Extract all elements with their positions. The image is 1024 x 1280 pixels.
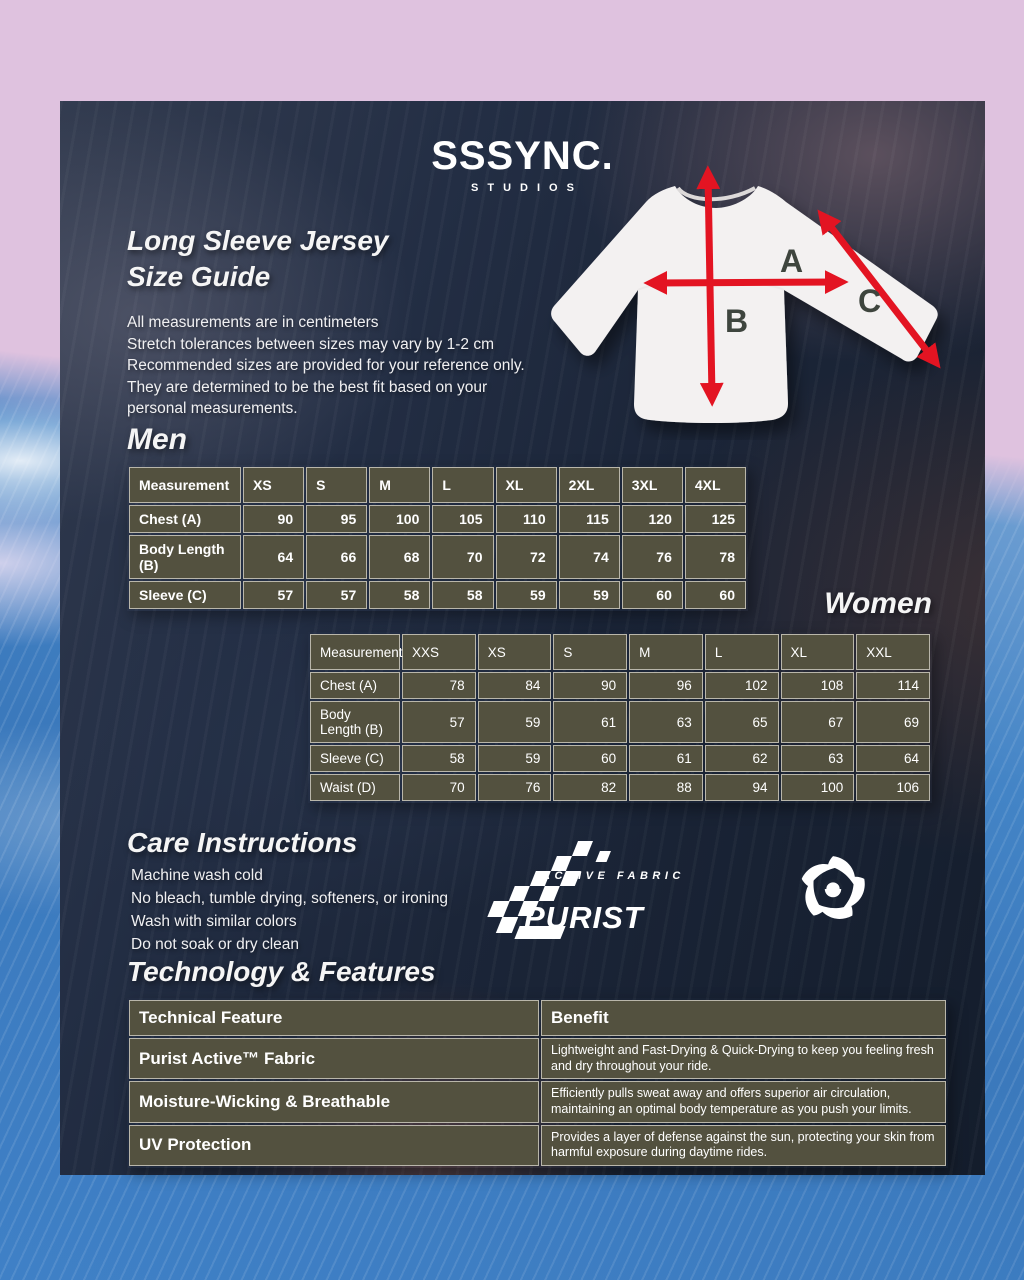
value-cell: 69: [856, 701, 930, 743]
value-cell: 94: [705, 774, 779, 801]
value-cell: 59: [478, 701, 552, 743]
table-row: [129, 505, 746, 533]
row-label-cell: Chest (A): [310, 672, 400, 699]
tech-features-table: [127, 998, 948, 1168]
table: [127, 998, 948, 1168]
value-cell: 65: [705, 701, 779, 743]
value-cell: 120: [622, 505, 683, 533]
table-row: [310, 672, 930, 699]
value-cell: 76: [478, 774, 552, 801]
page-title-line2: Size Guide: [127, 261, 271, 292]
table-row: [310, 774, 930, 801]
care-heading: Care Instructions: [127, 827, 358, 858]
intro-line: They are determined to be the best fit based on your: [127, 378, 488, 396]
feature-header-cell: Technical Feature: [129, 1000, 539, 1036]
value-cell: 90: [553, 672, 627, 699]
value-cell: 100: [781, 774, 855, 801]
value-cell: 108: [781, 672, 855, 699]
value-cell: 60: [622, 581, 683, 609]
size-header-cell: XS: [478, 634, 552, 670]
intro-line: Stretch tolerances between sizes may vary by 1-2 cm: [127, 335, 494, 353]
size-header-cell: XL: [496, 467, 557, 503]
value-cell: 100: [369, 505, 430, 533]
value-cell: 90: [243, 505, 304, 533]
value-cell: 82: [553, 774, 627, 801]
brand-wordmark: SSSYNC.: [431, 134, 614, 178]
active-fabric-label: ACTIVE FABRIC: [542, 870, 685, 882]
label-a: A: [780, 243, 804, 279]
care-instructions: [131, 864, 448, 956]
benefit-cell: Provides a layer of defense against the sun, protecting your skin from harmful exposure during daytime rides.: [541, 1125, 946, 1166]
intro-line: Recommended sizes are provided for your reference only.: [127, 357, 525, 374]
value-cell: 74: [559, 535, 620, 579]
value-cell: 60: [553, 745, 627, 772]
purist-wordmark: PURIST: [524, 900, 644, 935]
label-b: B: [725, 303, 749, 339]
benefit-cell: Lightweight and Fast-Drying & Quick-Drying to keep you feeling fresh and dry throughout your ride.: [541, 1038, 946, 1079]
men-heading: Men: [127, 423, 187, 456]
table-row: [310, 745, 930, 772]
value-cell: 70: [432, 535, 493, 579]
swirl-logo-icon: [796, 852, 870, 926]
value-cell: 115: [559, 505, 620, 533]
jersey-measurement-diagram: [540, 160, 950, 440]
size-header-cell: L: [432, 467, 493, 503]
value-cell: 66: [306, 535, 367, 579]
care-line: No bleach, tumble drying, softeners, or ironing: [131, 890, 449, 907]
table: [308, 632, 932, 803]
value-cell: 61: [629, 745, 703, 772]
row-label-cell: Waist (D): [310, 774, 400, 801]
jersey-illustration: [540, 160, 950, 440]
guide-card: [60, 101, 985, 1175]
size-header-cell: 4XL: [685, 467, 746, 503]
care-line: Wash with similar colors: [131, 913, 297, 930]
intro-line: personal measurements.: [127, 400, 298, 417]
value-cell: 58: [432, 581, 493, 609]
women-heading: Women: [824, 587, 932, 620]
value-cell: 58: [369, 581, 430, 609]
size-header-cell: 3XL: [622, 467, 683, 503]
feature-cell: Purist Active™ Fabric: [129, 1038, 539, 1079]
value-cell: 59: [559, 581, 620, 609]
value-cell: 76: [622, 535, 683, 579]
measurement-header-cell: Measurement: [310, 634, 400, 670]
value-cell: 78: [685, 535, 746, 579]
value-cell: 105: [432, 505, 493, 533]
size-header-cell: S: [553, 634, 627, 670]
page-title-line1: Long Sleeve Jersey: [127, 225, 389, 256]
value-cell: 57: [243, 581, 304, 609]
size-header-cell: L: [705, 634, 779, 670]
value-cell: 110: [496, 505, 557, 533]
women-size-table: [308, 632, 932, 803]
table-row: [129, 535, 746, 579]
value-cell: 114: [856, 672, 930, 699]
value-cell: 125: [685, 505, 746, 533]
intro-line: All measurements are in centimeters: [127, 314, 379, 331]
size-header-cell: XXL: [856, 634, 930, 670]
value-cell: 95: [306, 505, 367, 533]
value-cell: 57: [306, 581, 367, 609]
value-cell: 64: [243, 535, 304, 579]
table-row: [129, 1038, 946, 1079]
value-cell: 84: [478, 672, 552, 699]
value-cell: 102: [705, 672, 779, 699]
tech-heading: Technology & Features: [127, 956, 436, 987]
value-cell: 59: [496, 581, 557, 609]
value-cell: 63: [781, 745, 855, 772]
row-label-cell: Body Length (B): [129, 535, 241, 579]
arrow-a: [654, 282, 838, 283]
row-label-cell: Sleeve (C): [129, 581, 241, 609]
value-cell: 61: [553, 701, 627, 743]
value-cell: 62: [705, 745, 779, 772]
row-label-cell: Body Length (B): [310, 701, 400, 743]
care-line: Machine wash cold: [131, 867, 263, 884]
size-header-cell: XS: [243, 467, 304, 503]
size-header-cell: XL: [781, 634, 855, 670]
value-cell: 58: [402, 745, 476, 772]
value-cell: 96: [629, 672, 703, 699]
value-cell: 57: [402, 701, 476, 743]
jersey-collar: [678, 188, 755, 199]
benefit-header-cell: Benefit: [541, 1000, 946, 1036]
value-cell: 78: [402, 672, 476, 699]
value-cell: 64: [856, 745, 930, 772]
table-row: [310, 701, 930, 743]
benefit-cell: Efficiently pulls sweat away and offers superior air circulation, maintaining an optimal body temperature as you push your limits.: [541, 1081, 946, 1122]
intro-text: [127, 312, 525, 420]
value-cell: 72: [496, 535, 557, 579]
size-header-cell: S: [306, 467, 367, 503]
size-header-cell: M: [369, 467, 430, 503]
value-cell: 63: [629, 701, 703, 743]
table-row: [129, 1125, 946, 1166]
value-cell: 106: [856, 774, 930, 801]
value-cell: 70: [402, 774, 476, 801]
value-cell: 59: [478, 745, 552, 772]
value-cell: 67: [781, 701, 855, 743]
brand-subtitle: STUDIOS: [471, 182, 583, 194]
feature-cell: Moisture-Wicking & Breathable: [129, 1081, 539, 1122]
label-c: C: [858, 283, 882, 319]
value-cell: 68: [369, 535, 430, 579]
row-label-cell: Sleeve (C): [310, 745, 400, 772]
size-header-cell: M: [629, 634, 703, 670]
care-line: Do not soak or dry clean: [131, 936, 300, 953]
table-row: [129, 1081, 946, 1122]
feature-cell: UV Protection: [129, 1125, 539, 1166]
size-header-cell: 2XL: [559, 467, 620, 503]
row-label-cell: Chest (A): [129, 505, 241, 533]
size-header-cell: XXS: [402, 634, 476, 670]
page-title: [127, 223, 388, 295]
measurement-header-cell: Measurement: [129, 467, 241, 503]
value-cell: 60: [685, 581, 746, 609]
value-cell: 88: [629, 774, 703, 801]
